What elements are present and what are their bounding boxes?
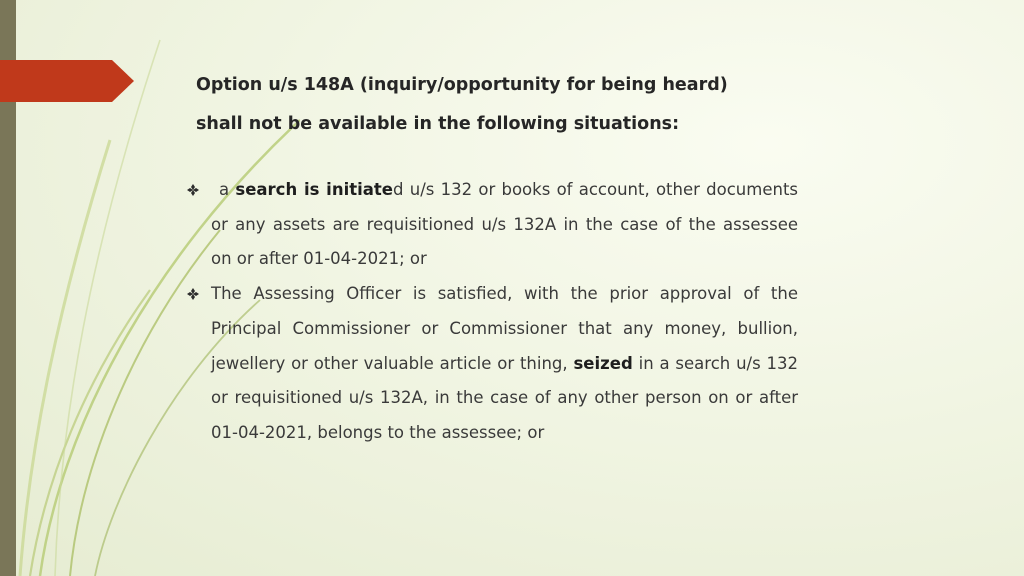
bullet-bold-text: search is initiate: [235, 180, 394, 199]
bullet-body-text: d u/s 132 or books of account, other documents or any assets are requisitioned u/s 132A in the case of the assessee on or after 01-04-2021; or: [211, 180, 799, 269]
title-line-1: Option u/s 148A (inquiry/opportunity for being heard): [196, 75, 728, 95]
bullet-bold-text: seized: [573, 353, 633, 373]
bullet-list: [186, 173, 798, 451]
bullet-item: [186, 173, 798, 277]
diamond-bullet-icon: [186, 173, 206, 207]
bullet-body-text: The Assessing Officer is satisfied, with the prior approval of the Principal Commissioner or Commissioner that any money, bullion, jewellery or other valuable article or thing,: [211, 284, 798, 373]
bullet-body-text: in a search u/s 132 or requisitioned u/s 132A, in the case of any other person on or after 01-04-2021, belongs to the assessee; or: [211, 353, 799, 442]
slide-title: [196, 66, 836, 144]
title-accent-arrow: [0, 60, 134, 102]
bullet-item: [186, 277, 798, 451]
title-line-2: shall not be available in the following situations:: [196, 114, 680, 134]
diamond-bullet-icon: [186, 277, 206, 311]
bullet-lead-text: a: [219, 180, 230, 199]
